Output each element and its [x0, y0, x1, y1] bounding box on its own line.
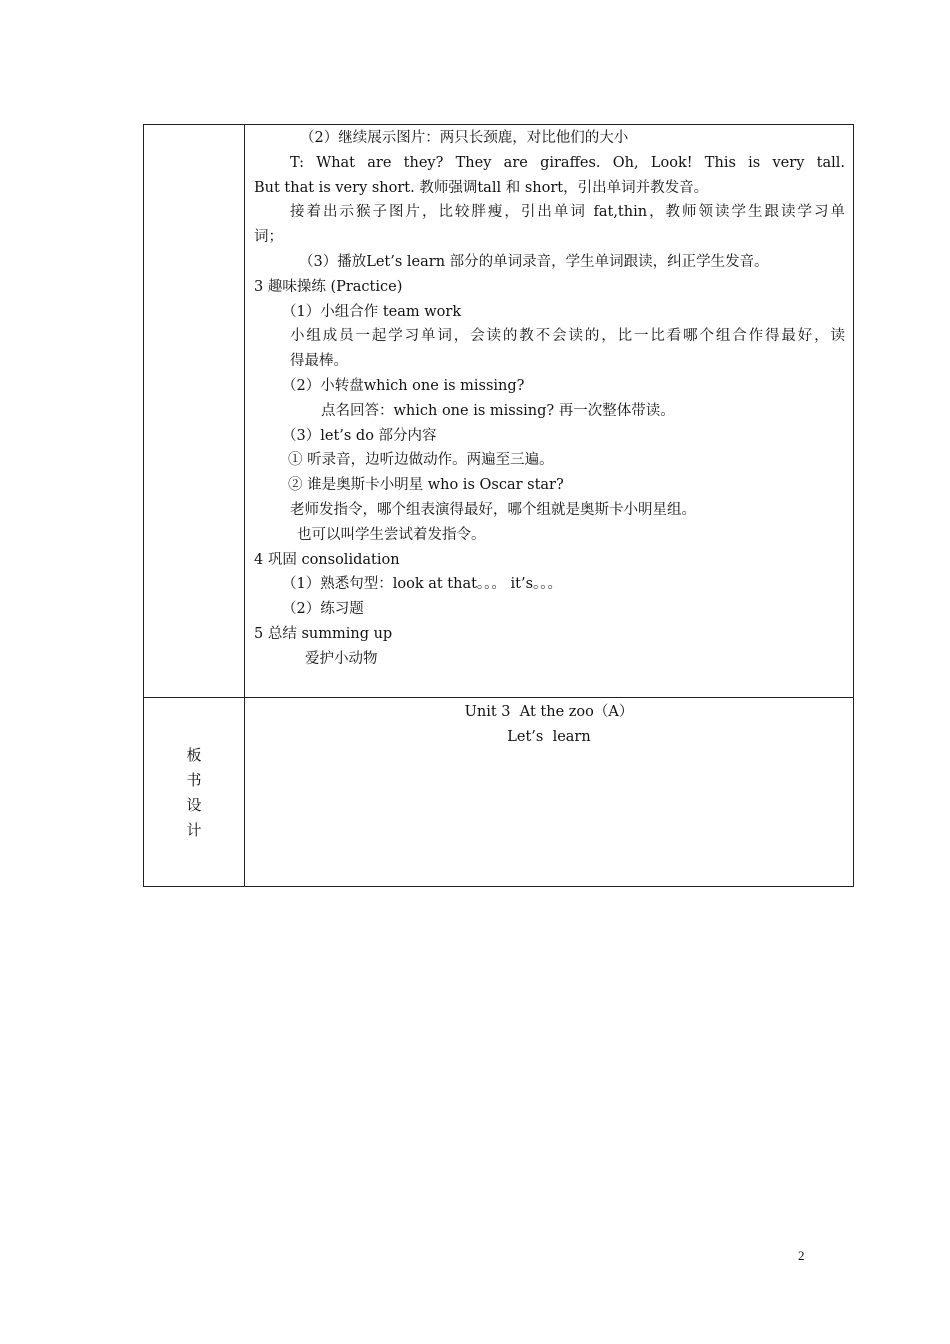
- process-text-block: [245, 125, 853, 697]
- process-line: （2）继续展示图片：两只长颈鹿，对比他们的大小: [300, 130, 629, 146]
- board-content-cell: [245, 698, 854, 887]
- process-line: （1）小组合作 team work: [282, 303, 462, 320]
- board-label-char: 设: [186, 796, 202, 814]
- process-line: 点名回答：which one is missing? 再一次整体带读。: [321, 402, 675, 419]
- process-label-cell: [144, 125, 245, 698]
- process-line: （3）let’s do 部分内容: [282, 427, 437, 444]
- page-number: 2: [798, 1248, 805, 1263]
- lesson-plan-table: [143, 124, 854, 887]
- process-line: 3 趣味操练 (Practice): [254, 278, 403, 295]
- process-line: 词；: [254, 229, 283, 246]
- process-line: ① 听录音，边听边做动作。两遍至三遍。: [288, 452, 554, 469]
- process-line: （1）熟悉句型：look at that。。。 it’s。。。: [282, 576, 563, 593]
- process-line: 也可以叫学生尝试着发指令。: [297, 526, 486, 543]
- board-label-char: 板: [186, 746, 202, 764]
- process-line: 小组成员一起学习单词，会读的教不会读的，比一比看哪个组合作得最好，读: [290, 328, 845, 345]
- teaching-process-row: [144, 125, 854, 698]
- process-line: ② 谁是奥斯卡小明星 who is Oscar star?: [288, 477, 564, 494]
- board-label-cell: [144, 698, 245, 887]
- board-label-char: 计: [186, 821, 202, 839]
- process-line: （2）小转盘which one is missing?: [282, 378, 525, 394]
- board-subtitle-line: Let’s learn: [507, 729, 591, 745]
- board-title-line: Unit 3 At the zoo（A）: [464, 704, 634, 720]
- process-line: （3）播放Let’s learn 部分的单词录音，学生单词跟读，纠正学生发音。: [299, 254, 769, 270]
- board-design-row: [144, 698, 854, 887]
- process-line: 爱护小动物: [305, 650, 378, 667]
- board-label-char: 书: [186, 771, 202, 789]
- process-line: T: What are they? They are giraffes. Oh, Look! This is very tall.: [290, 154, 845, 171]
- process-line: 4 巩固 consolidation: [254, 551, 400, 568]
- process-line: （2）练习题: [282, 601, 364, 618]
- process-line: But that is very short. 教师强调tall 和 short，引出单词并教发音。: [254, 179, 709, 196]
- process-line: 老师发指令，哪个组表演得最好，哪个组就是奥斯卡小明星组。: [290, 502, 696, 518]
- process-line: 5 总结 summing up: [254, 626, 393, 642]
- process-content-cell: [245, 125, 854, 698]
- board-design-content: [245, 698, 853, 886]
- process-line: 接着出示猴子图片，比较胖瘦，引出单词 fat,thin，教师领读学生跟读学习单: [290, 204, 845, 221]
- board-design-label: [144, 698, 244, 886]
- process-line: 得最棒。: [290, 353, 348, 370]
